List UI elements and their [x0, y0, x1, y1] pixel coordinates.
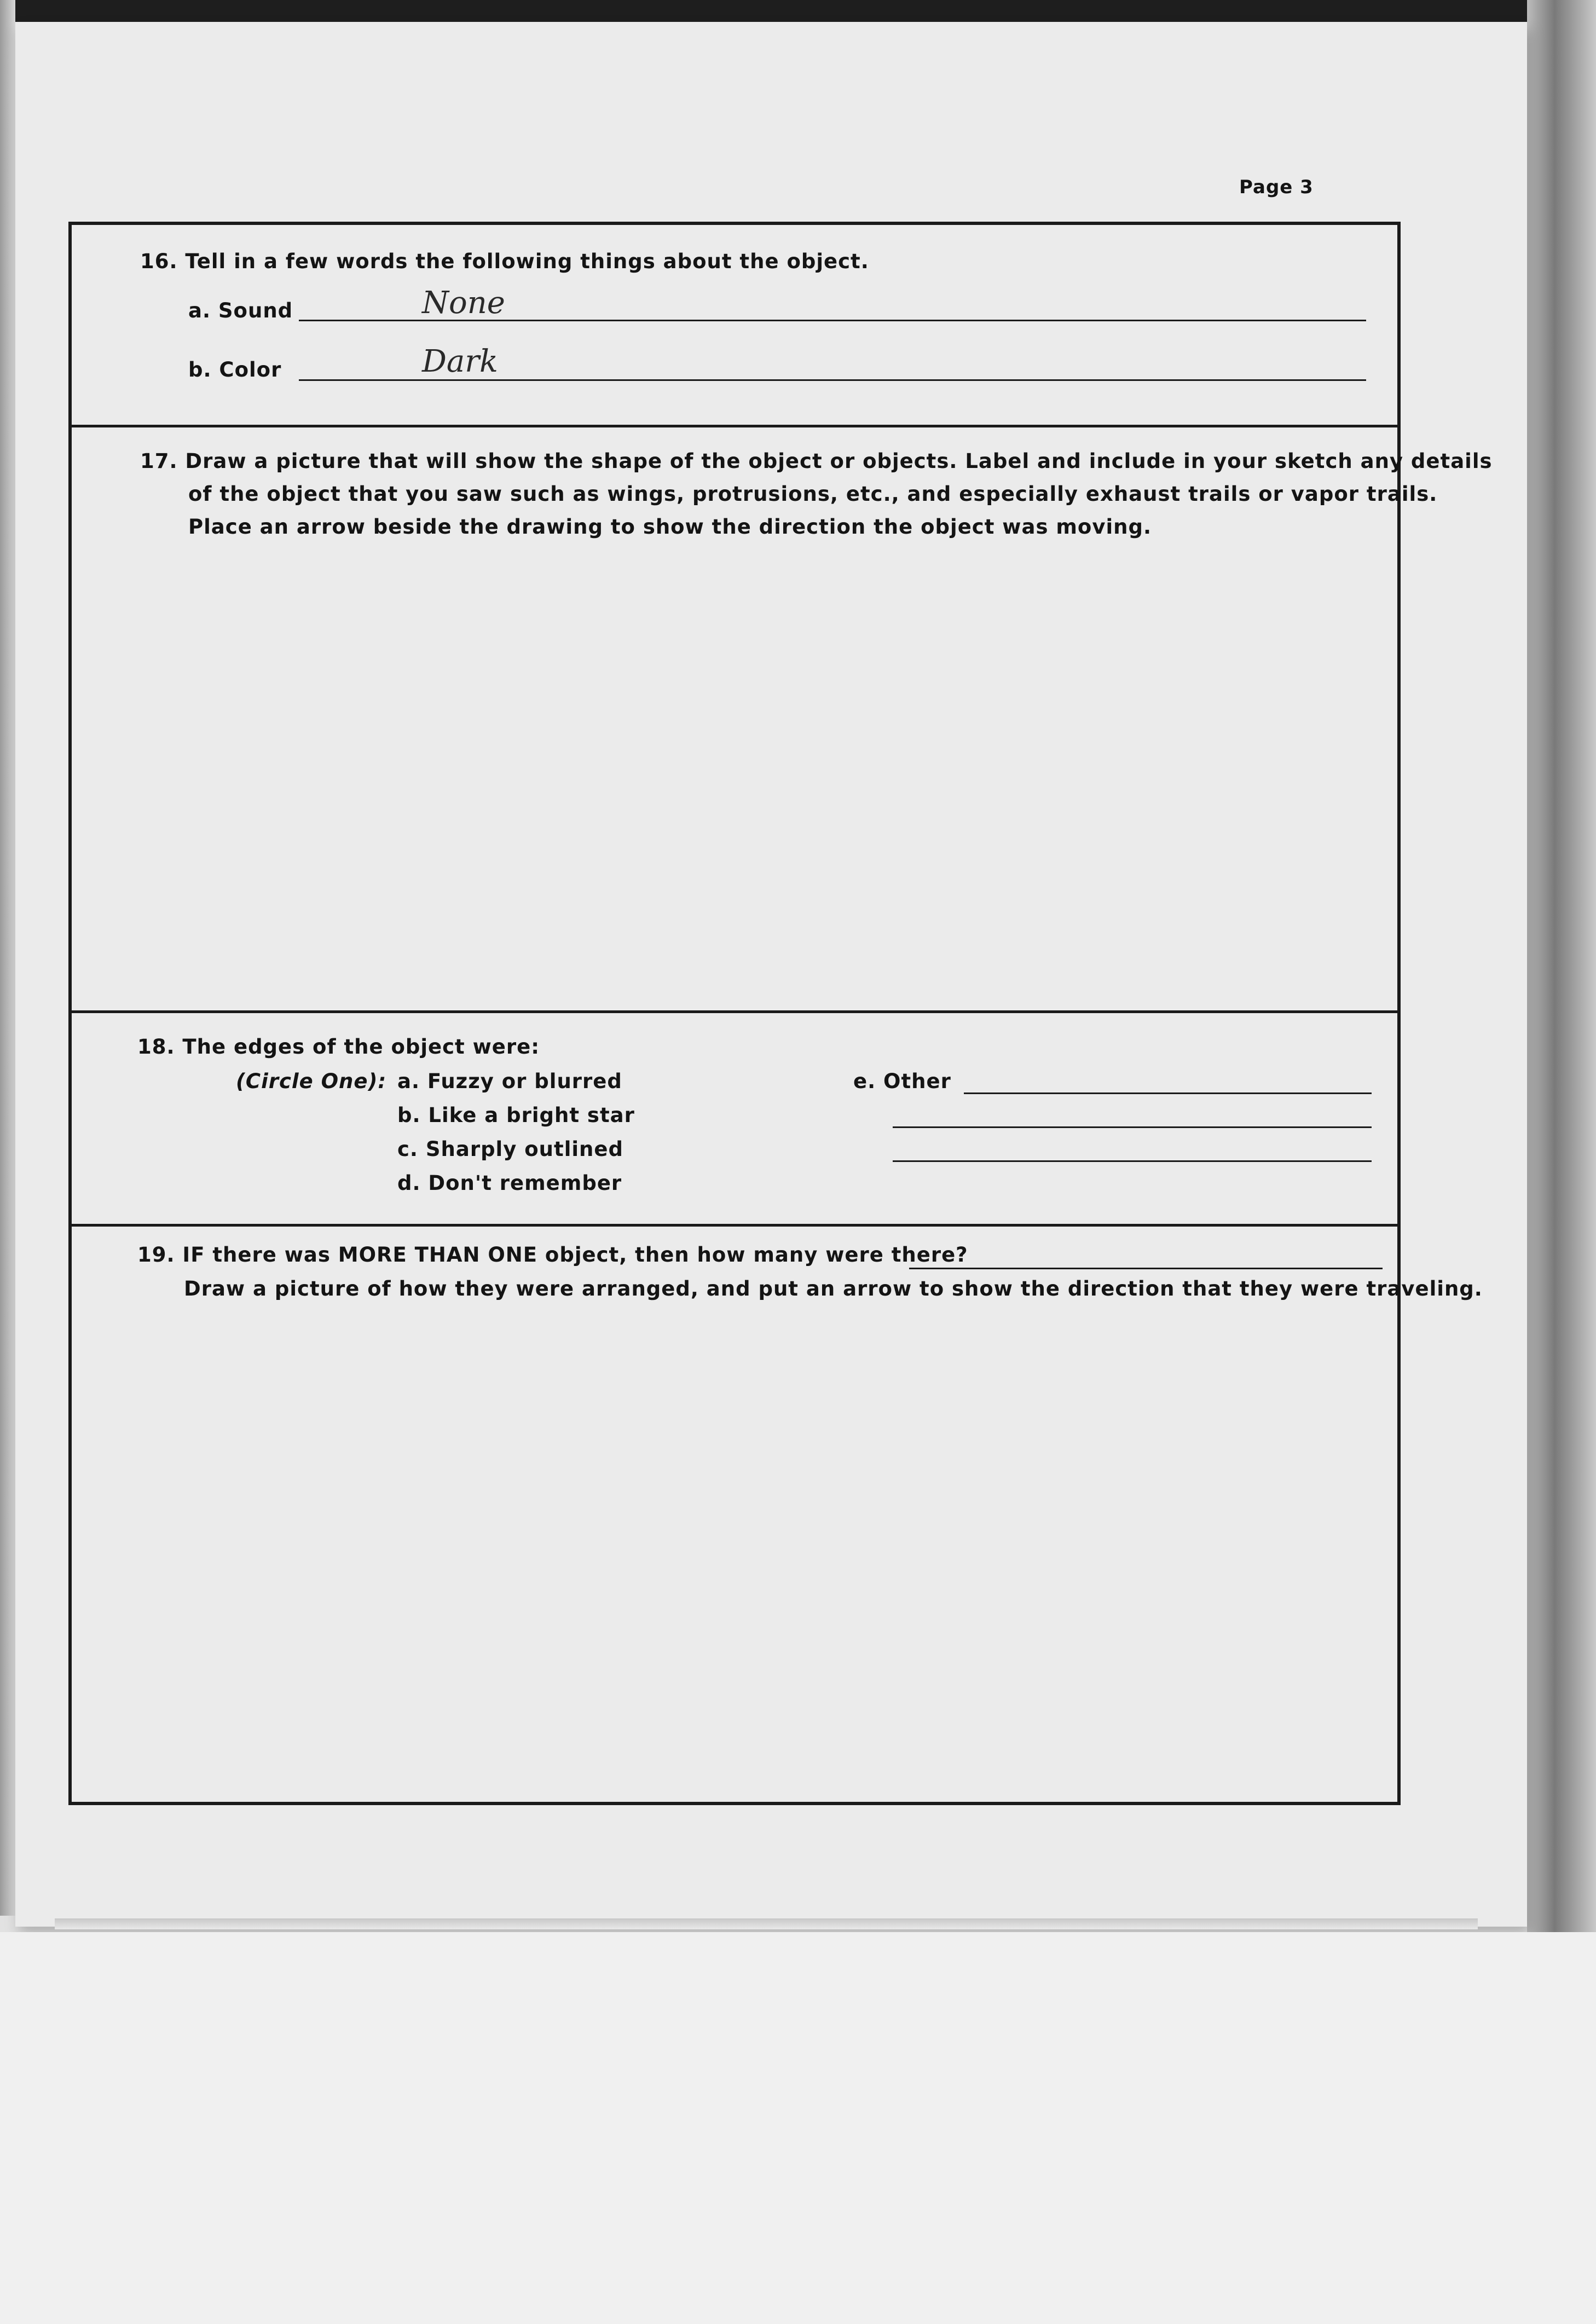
sound-answer: None — [422, 285, 505, 321]
question-17-line1: 17. Draw a picture that will show the shape of the object or objects. Label and include in your sketch any details — [140, 449, 1493, 473]
sketch-area-17[interactable] — [72, 559, 1397, 997]
option-e-other[interactable]: e. Other — [853, 1069, 951, 1093]
other-line-3[interactable] — [893, 1160, 1372, 1162]
question-18-text: 18. The edges of the object were: — [137, 1035, 540, 1059]
option-c[interactable]: c. Sharply outlined — [397, 1137, 623, 1161]
question-19-line2: Draw a picture of how they were arranged, and put an arrow to show the direction that they were traveling. — [184, 1277, 1483, 1300]
color-answer: Dark — [422, 344, 498, 379]
question-17-line2: of the object that you saw such as wings, protrusions, etc., and especially exhaust trails or vapor trails. — [188, 482, 1438, 506]
sound-label: a. Sound — [188, 299, 293, 322]
circle-one-instruction: (Circle One): — [236, 1069, 387, 1093]
scan-background — [0, 1932, 1596, 2324]
option-b[interactable]: b. Like a bright star — [397, 1103, 635, 1127]
color-label: b. Color — [188, 358, 282, 381]
color-answer-line[interactable] — [299, 379, 1366, 381]
questionnaire-form — [68, 222, 1493, 1805]
question-18 — [72, 1013, 1397, 1227]
option-d[interactable]: d. Don't remember — [397, 1171, 622, 1195]
scan-left-edge — [0, 0, 15, 1916]
question-16 — [72, 225, 1397, 427]
sketch-area-19[interactable] — [72, 1320, 1397, 1790]
question-17-line3: Place an arrow beside the drawing to show the direction the object was moving. — [188, 515, 1152, 539]
question-19 — [72, 1227, 1483, 1801]
page-number: Page 3 — [1239, 176, 1314, 198]
object-count-line[interactable] — [909, 1268, 1383, 1269]
question-17 — [72, 427, 1493, 1013]
other-line-2[interactable] — [893, 1126, 1372, 1128]
scan-right-edge — [1527, 0, 1596, 1949]
question-16-text: 16. Tell in a few words the following things about the object. — [140, 250, 869, 273]
question-19-line1: 19. IF there was MORE THAN ONE object, then how many were there? — [137, 1243, 968, 1267]
sheet-bottom-edge — [55, 1918, 1478, 1929]
option-a[interactable]: a. Fuzzy or blurred — [397, 1069, 622, 1093]
other-line-1[interactable] — [964, 1092, 1372, 1094]
scan-top-edge — [0, 0, 1596, 22]
